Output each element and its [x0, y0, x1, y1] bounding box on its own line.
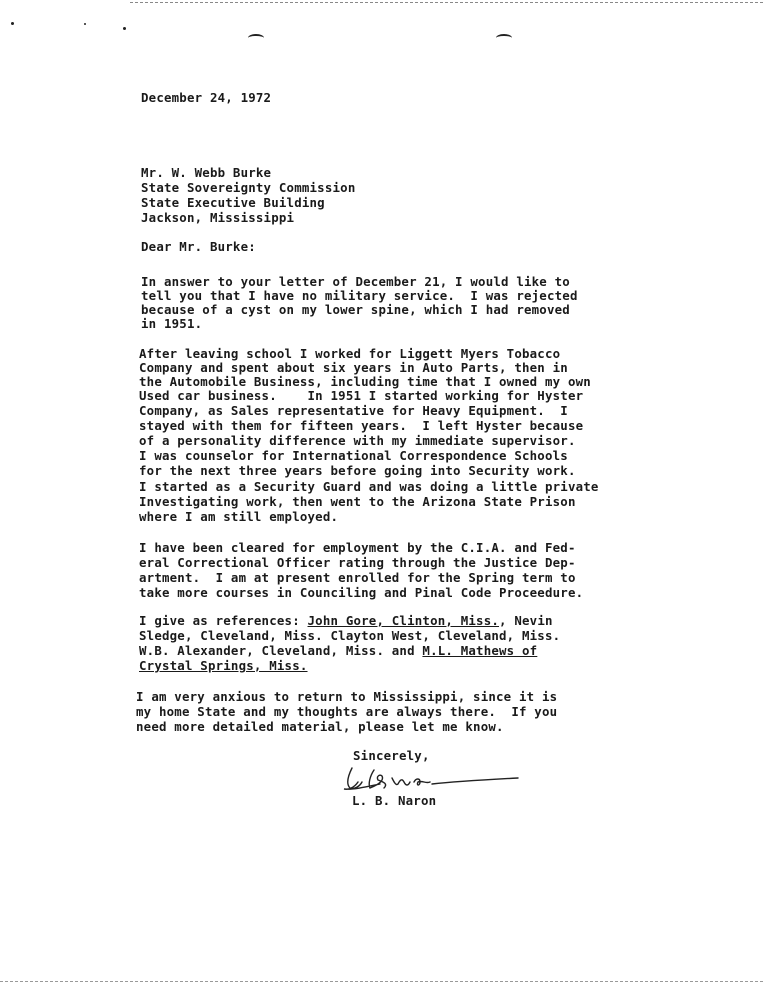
paragraph-line: I am very anxious to return to Mississippi, since it is [136, 689, 558, 704]
recipient-name: Mr. W. Webb Burke [141, 165, 272, 180]
references-line [139, 644, 537, 658]
paragraph-line: take more courses in Counciling and Pinal Code Proceedure. [139, 585, 584, 600]
paragraph-line: my home State and my thoughts are always there. If you [136, 704, 558, 719]
paragraph-line: for the next three years before going into Security work. [139, 463, 576, 478]
handwritten-signature [340, 764, 520, 794]
scan-speck [11, 22, 14, 25]
paragraph-line: of a personality difference with my immediate supervisor. [139, 433, 576, 448]
reference-underlined: M.L. Mathews of [422, 643, 538, 658]
paragraph-line: artment. I am at present enrolled for the Spring term to [139, 570, 576, 585]
recipient-building: State Executive Building [141, 195, 325, 210]
hole-punch-mark [248, 34, 264, 42]
paragraph-line: Investigating work, then went to the Arizona State Prison [139, 494, 576, 509]
paragraph-line: eral Correctional Officer rating through the Justice Dep- [139, 555, 576, 570]
paragraph-line: because of a cyst on my lower spine, which I had removed [141, 302, 570, 317]
references-text: W.B. Alexander, Cleveland, Miss. and [139, 643, 423, 658]
references-intro: I give as references: [139, 613, 308, 628]
letter-date: December 24, 1972 [141, 90, 272, 105]
paragraph-line: stayed with them for fifteen years. I left Hyster because [139, 418, 584, 433]
scan-speck [123, 27, 126, 30]
references-line: Sledge, Cleveland, Miss. Clayton West, Cleveland, Miss. [139, 628, 561, 643]
signer-name: L. B. Naron [352, 793, 437, 808]
paragraph-line: Used car business. In 1951 I started working for Hyster [139, 388, 584, 403]
paragraph-line: where I am still employed. [139, 509, 339, 524]
reference-underlined: John Gore, Clinton, Miss. [307, 613, 500, 628]
paragraph-line: In answer to your letter of December 21, I would like to [141, 274, 570, 289]
recipient-org: State Sovereignty Commission [141, 180, 356, 195]
scan-speck [84, 23, 86, 25]
paragraph-line: After leaving school I worked for Liggett Myers Tobacco [139, 346, 561, 361]
scan-edge-bottom [0, 981, 763, 982]
paragraph-line: I started as a Security Guard and was doing a little private [139, 479, 599, 494]
paragraph-line: Company, as Sales representative for Heavy Equipment. I [139, 403, 568, 418]
references-line [139, 659, 308, 673]
paragraph-line: in 1951. [141, 316, 203, 331]
closing: Sincerely, [353, 748, 430, 763]
recipient-city: Jackson, Mississippi [141, 210, 295, 225]
paragraph-line: I have been cleared for employment by the C.I.A. and Fed- [139, 540, 576, 555]
salutation: Dear Mr. Burke: [141, 239, 256, 254]
paragraph-line: need more detailed material, please let me know. [136, 719, 504, 734]
reference-underlined: Crystal Springs, Miss. [139, 658, 308, 673]
scan-edge-top [130, 2, 763, 3]
paragraph-line: Company and spent about six years in Auto Parts, then in [139, 360, 568, 375]
hole-punch-mark [496, 34, 512, 42]
paragraph-line: tell you that I have no military service. I was rejected [141, 288, 578, 303]
references-text: , Nevin [499, 613, 553, 628]
references-line [139, 614, 553, 628]
paragraph-line: I was counselor for International Correspondence Schools [139, 448, 568, 463]
paragraph-line: the Automobile Business, including time that I owned my own [139, 374, 591, 389]
